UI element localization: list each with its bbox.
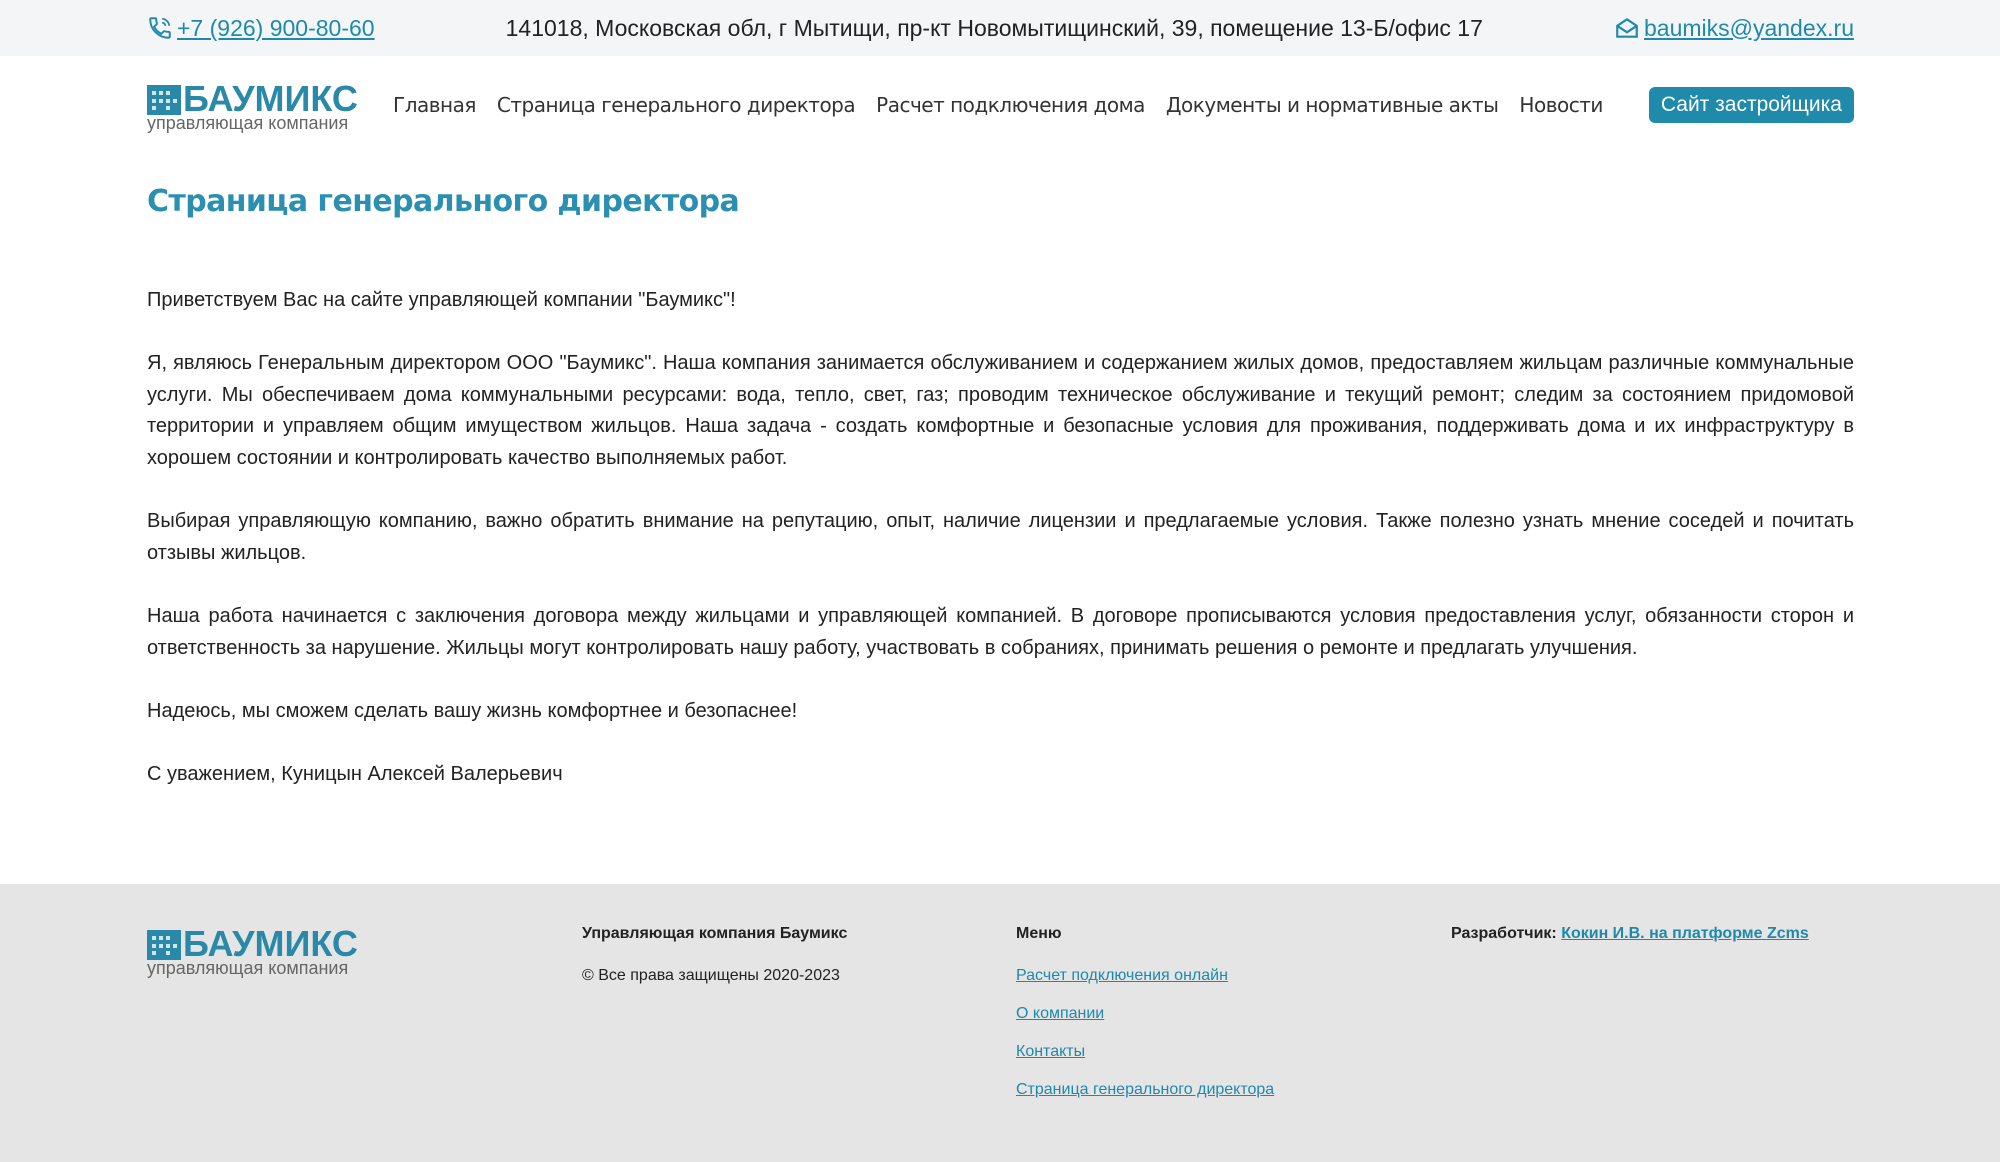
footer-copyright: © Все права защищены 2020-2023 xyxy=(582,967,840,984)
nav-documents[interactable]: Документы и нормативные акты xyxy=(1165,93,1499,117)
main-content xyxy=(147,285,1854,822)
paragraph-intro: Я, являюсь Генеральным директором ООО "Баумикс". Наша компания занимается обслуживанием и содержанием жилых домов, предоставляем жильцам различные коммунальные услуги. Мы обеспечиваем дома коммунальными ресурсами: вода, тепло, свет, газ; проводим техническое обслуживание и текущий ремонт; следим за состоянием придомовой территории и управляем общим имуществом жильцов. Наша задача - создать комфортные и безопасные условия для проживания, поддерживать дома и их инфраструктуру в хорошем состоянии и контролировать качество выполняемых работ. xyxy=(147,352,1854,469)
company-address: 141018, Московская обл, г Мытищи, пр-кт Новомытищинский, 39, помещение 13-Б/офис 17 xyxy=(505,14,1483,41)
footer-company-title: Управляющая компания Баумикс xyxy=(582,925,848,942)
envelope-icon xyxy=(1614,15,1640,41)
footer-logo-subtitle: управляющая компания xyxy=(147,958,349,978)
footer-menu xyxy=(1016,924,1274,1100)
footer xyxy=(0,884,2000,1162)
paragraph-contract: Наша работа начинается с заключения договора между жильцами и управляющей компанией. В договоре прописываются условия предоставления услуг, обязанности сторон и ответственность за нарушение. Жильцы могут контролировать нашу работу, участвовать в собраниях, принимать решения о ремонте и предлагать улучшения. xyxy=(147,604,1854,659)
nav-director-page[interactable]: Страница генерального директора xyxy=(496,93,856,117)
logo-subtitle: управляющая компания xyxy=(147,113,349,133)
nav-home[interactable]: Главная xyxy=(393,93,476,117)
phone-link[interactable] xyxy=(147,15,375,42)
building-icon xyxy=(147,930,181,960)
footer-company xyxy=(582,924,847,986)
developer-site-button[interactable]: Сайт застройщика xyxy=(1649,87,1854,123)
building-icon xyxy=(147,85,181,115)
main-nav xyxy=(393,93,1603,117)
footer-developer xyxy=(1451,924,1809,944)
paragraph-choice: Выбирая управляющую компанию, важно обратить внимание на репутацию, опыт, наличие лицензии и предлагаемые условия. Также полезно узнать мнение соседей и почитать отзывы жильцов. xyxy=(147,510,1854,564)
footer-link-contacts[interactable]: Контакты xyxy=(1016,1043,1086,1060)
email-link[interactable] xyxy=(1614,15,1854,42)
nav-connection-calc[interactable]: Расчет подключения дома xyxy=(876,93,1145,117)
footer-logo[interactable] xyxy=(147,924,363,976)
footer-link-director-page[interactable]: Страница генерального директора xyxy=(1016,1081,1275,1098)
developer-link[interactable]: Кокин И.В. на платформе Zcms xyxy=(1561,925,1809,942)
phone-number[interactable]: +7 (926) 900-80-60 xyxy=(177,14,375,41)
paragraph-greeting: Приветствуем Вас на сайте управляющей компании "Баумикс"! xyxy=(147,289,736,311)
logo-title: БАУМИКС xyxy=(183,78,358,119)
page-title: Страница генерального директора xyxy=(147,184,740,219)
header-logo[interactable] xyxy=(147,79,363,131)
paragraph-hope: Надеюсь, мы сможем сделать вашу жизнь комфортнее и безопаснее! xyxy=(147,699,798,722)
nav-news[interactable]: Новости xyxy=(1519,93,1603,117)
email-address[interactable]: baumiks@yandex.ru xyxy=(1643,14,1854,41)
footer-menu-title: Меню xyxy=(1016,925,1062,942)
paragraph-signature: С уважением, Куницын Алексей Валерьевич xyxy=(147,762,563,785)
footer-logo-title: БАУМИКС xyxy=(183,923,358,964)
topbar xyxy=(0,0,2000,56)
developer-label: Разработчик: xyxy=(1451,925,1557,942)
phone-icon xyxy=(147,15,173,41)
footer-link-calc-online[interactable]: Расчет подключения онлайн xyxy=(1016,967,1228,984)
footer-link-about[interactable]: О компании xyxy=(1016,1005,1105,1022)
